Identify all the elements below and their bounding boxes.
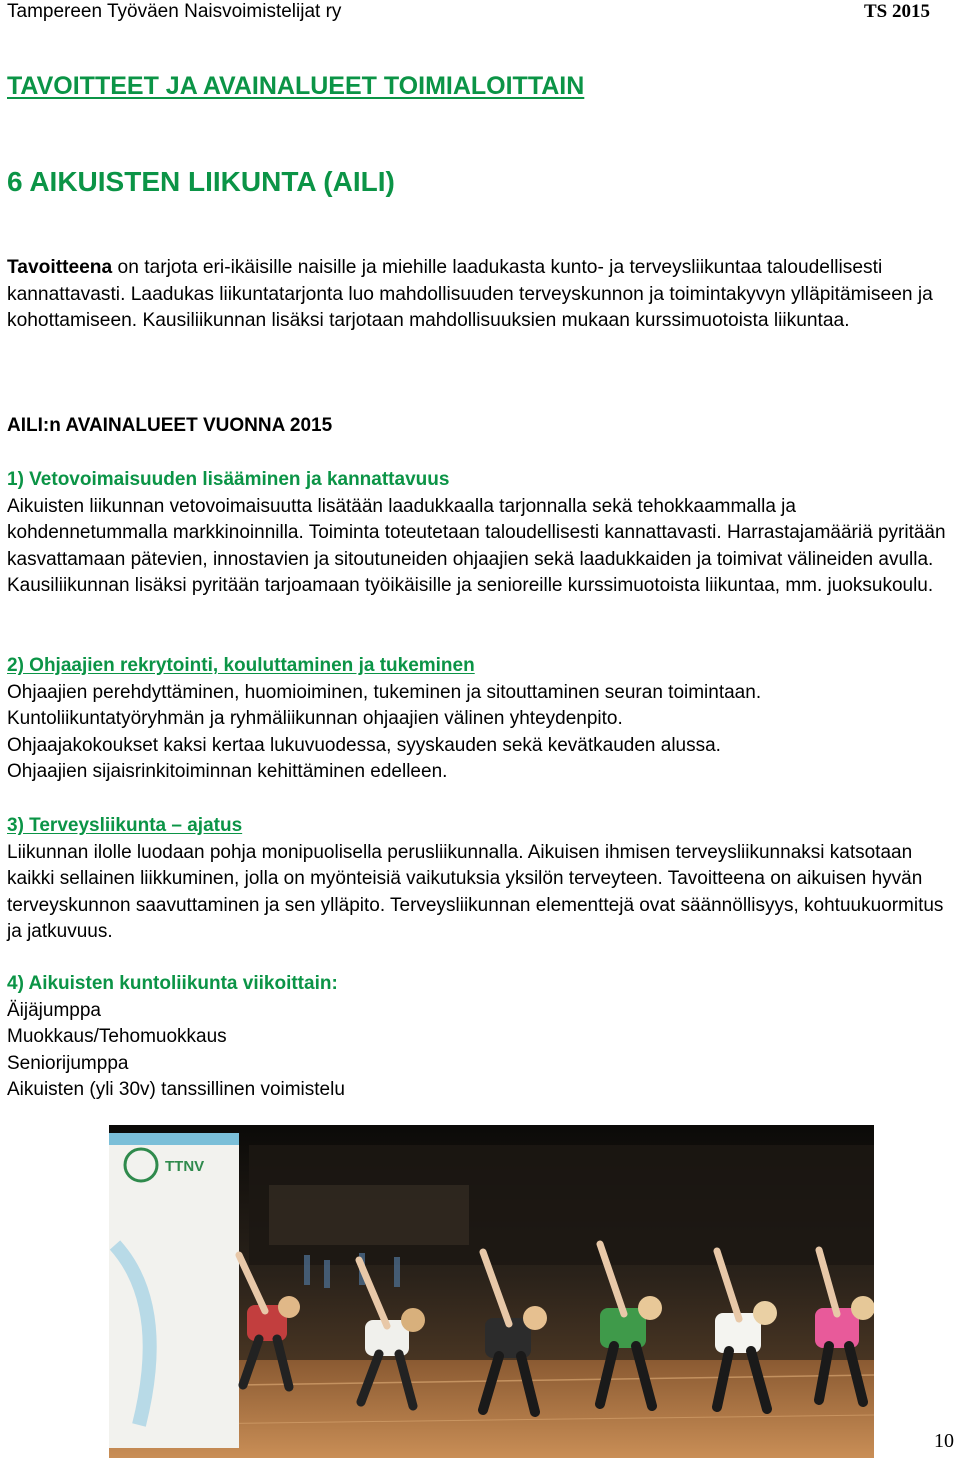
section-1-heading: 1) Vetovoimaisuuden lisääminen ja kannattavuus: [7, 469, 450, 490]
section-4: [7, 971, 952, 1104]
section-2-heading: 2) Ohjaajien rekrytointi, kouluttaminen ja tukeminen: [7, 655, 475, 676]
section-4-item: Aikuisten (yli 30v) tanssillinen voimistelu: [7, 1079, 345, 1100]
section-2-line: Ohjaajien sijaisrinkitoiminnan kehittäminen edelleen.: [7, 761, 448, 782]
intro-text: on tarjota eri-ikäisille naisille ja miehille laadukasta kunto- ja terveysliikuntaa taloudellisesti kannattavasti. Laadukas liikuntatarjonta luo mahdollisuuden terveyskunnon ja toimintakyvyn ylläpitämiseen ja kohottamiseen. Kausiliikunnan lisäksi tarjotaan mahdollisuuksien mukaan kurssimuotoista liikuntaa.: [7, 257, 933, 331]
key-areas-title: AILI:n AVAINALUEET VUONNA 2015: [7, 415, 333, 436]
banner-logo-text: TTNV: [165, 1158, 205, 1175]
section-1-text: Aikuisten liikunnan vetovoimaisuutta lisätään laadukkaalla tarjonnalla sekä tehokkaammalla ja kohdennetummalla markkinoinnilla. Toiminta toteutetaan taloudellisesti kannattavasti. Harrastajamääriä pyritään kasvattamaan pätevien, innostavien ja sitoutuneiden ohjaajien sekä laadukkaiden ja toimivat välineiden avulla. Kausiliikunnan lisäksi pyritään tarjoamaan työikäisille ja senioreille kurssimuotoista liikuntaa, mm. juoksukoulu.: [7, 495, 946, 596]
intro-lead: Tavoitteena: [7, 257, 113, 278]
section-4-heading: 4) Aikuisten kuntoliikunta viikoittain:: [7, 973, 338, 994]
section-2-line: Kuntoliikuntatyöryhmän ja ryhmäliikunnan ohjaajien välinen yhteydenpito.: [7, 708, 623, 729]
section-3: [7, 813, 952, 946]
section-4-item: Seniorijumppa: [7, 1052, 129, 1074]
page-title: TAVOITTEET JA AVAINALUEET TOIMIALOITTAIN: [7, 72, 585, 100]
section-title: 6 AIKUISTEN LIIKUNTA (AILI): [7, 166, 395, 197]
section-2-line: Ohjaajien perehdyttäminen, huomioiminen, tukeminen ja sitouttaminen seuran toimintaan.: [7, 681, 762, 703]
section-4-item: Äijäjumppa: [7, 999, 101, 1021]
intro-paragraph: [7, 255, 952, 335]
section-2-line: Ohjaajakokoukset kaksi kertaa lukuvuodessa, syyskauden sekä kevätkauden alussa.: [7, 734, 721, 756]
page-number: 10: [934, 1430, 954, 1452]
section-4-item: Muokkaus/Tehomuokkaus: [7, 1026, 227, 1047]
section-3-heading: 3) Terveysliikunta – ajatus: [7, 815, 243, 836]
header-organization: Tampereen Työväen Naisvoimistelijat ry: [7, 1, 342, 22]
section-2: [7, 653, 952, 786]
gymnastics-photo-illustration: [109, 1125, 874, 1458]
header-document-code: TS 2015: [864, 1, 930, 22]
section-3-text: Liikunnan ilolle luodaan pohja monipuolisella perusliikunnalla. Aikuisen ihmisen terveysliikunnaksi katsotaan kaikki sellainen liikkuminen, jolla on myönteisiä vaikutuksia yksilön terveyteen. Tavoitteena on aikuisen hyvän terveyskunnon saavuttaminen ja sen ylläpito. Terveysliikunnan elementtejä ovat säännöllisyys, kohtuukuormitus ja jatkuvuus.: [7, 841, 944, 942]
gymnastics-photo: [109, 1125, 874, 1458]
section-1: [7, 467, 952, 600]
